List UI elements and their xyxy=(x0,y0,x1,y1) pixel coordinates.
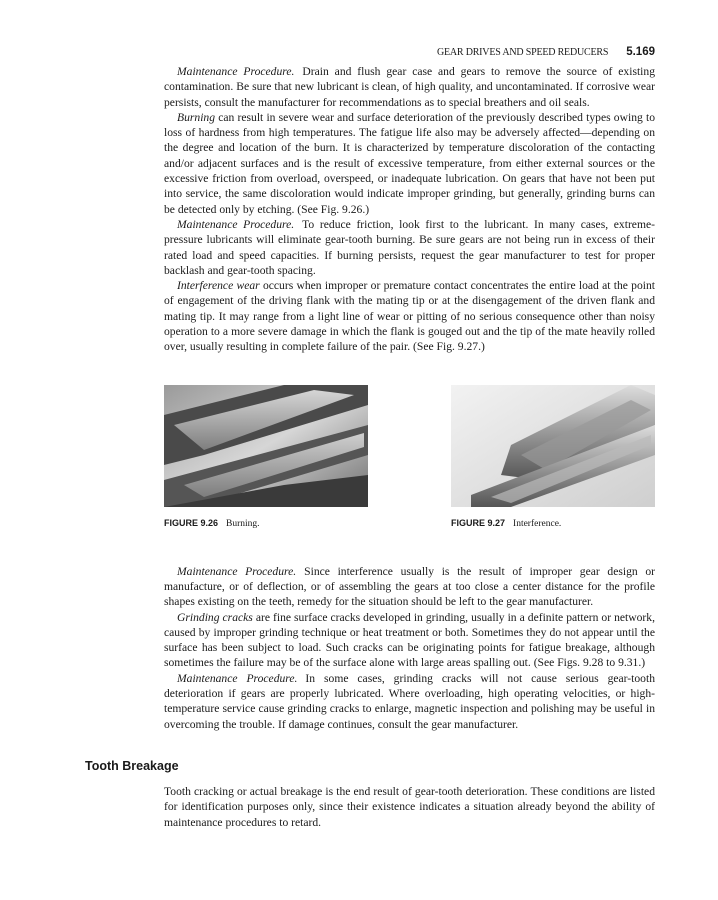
run-in-heading: Interference wear xyxy=(177,279,260,293)
run-in-heading: Maintenance Procedure. xyxy=(177,671,298,685)
run-in-heading: Grinding cracks xyxy=(177,610,253,624)
section-heading-tooth-breakage: Tooth Breakage xyxy=(85,758,179,773)
figure-9-26 xyxy=(164,385,368,530)
text-block-1 xyxy=(164,64,655,355)
figure-9-27 xyxy=(451,385,655,530)
paragraph xyxy=(164,610,655,671)
paragraph xyxy=(164,564,655,610)
figure-row xyxy=(164,385,655,530)
run-in-heading: Maintenance Procedure. xyxy=(177,65,295,78)
figure-9-26-photo xyxy=(164,385,368,507)
paragraph xyxy=(164,278,655,354)
run-in-heading: Maintenance Procedure. xyxy=(177,217,295,231)
paragraph-text: Since interference usually is the result of improper gear design or manufacture, or of deflection, or of assembling the gears at too close a center distance for the profile shapes existing on the teeth, remedy for the situation should be left to the gear manufacturer. xyxy=(164,564,655,609)
running-title: GEAR DRIVES AND SPEED REDUCERS xyxy=(436,47,609,58)
paragraph-text: are fine surface cracks developed in grinding, usually in a definite pattern or network, caused by improper grinding technique or heat treatment or both. Sometimes they do not appear until the surface has been subject to load. Such cracks can be originating points for fatigue breakage, although sometimes the failure may be of the surface alone with large areas spalling out. (See Figs. 9.28 to 9.31.) xyxy=(164,610,655,670)
paragraph-text: Drain and flush gear case and gears to remove the source of existing contamination. Be sure that new lubricant is clean, of high quality, and uncontaminated. If corrosive wear persists, consult the manufacturer for recommendations as to special breathers and oil seals. xyxy=(164,65,655,109)
run-in-heading: Burning xyxy=(177,110,216,124)
figure-label: FIGURE 9.27 xyxy=(451,517,506,528)
figure-caption-text: Interference. xyxy=(513,518,562,529)
text-block-3 xyxy=(164,784,655,830)
figure-caption-text: Burning. xyxy=(226,518,260,529)
paragraph-text: can result in severe wear and surface deterioration of the previously described types owing to loss of hardness from high temperatures. The fatigue life also may be adversely affected—depending on the degree and location of the burn. It is characterized by temperature discoloration of the contacting and/or adjacent surfaces and is the result of excessive temperature, from either external sources or the excessive friction from overload, overspeed, or inadequate lubrication. On gears that have not been put into service, the same discoloration would indicate improper grinding, but generally, grinding burns can be detected only by etching. (See Fig. 9.26.) xyxy=(164,110,655,216)
paragraph xyxy=(164,217,655,278)
figure-9-27-caption xyxy=(451,517,655,530)
running-header xyxy=(0,46,655,58)
paragraph xyxy=(164,671,655,732)
run-in-heading: Maintenance Procedure. xyxy=(177,564,297,578)
paragraph-text: occurs when improper or premature contact concentrates the entire load at the point of engagement of the driving flank with the mating tip or at the disengagement of the driven flank and mating tip. It may range from a light line of wear or pitting of no serious consequence other than noisy operation to a more severe damage in which the flank is gouged out and the tip of the mate heavily rolled over, usually resulting in complete failure of the pair. (See Fig. 9.27.) xyxy=(164,279,656,354)
paragraph: Tooth cracking or actual breakage is the end result of gear-tooth deterioration. These conditions are listed for identification purposes only, since their existence indicates a situation already beyond the ability of maintenance procedures to retard. xyxy=(164,784,655,829)
page-number: 5.169 xyxy=(626,46,655,58)
figure-9-27-photo xyxy=(451,385,655,507)
figure-label: FIGURE 9.26 xyxy=(164,517,219,528)
paragraph-text: To reduce friction, look first to the lubricant. In many cases, extreme-pressure lubricants will eliminate gear-tooth burning. Be sure gears are not being run in excess of their rated load and speed capacities. If burning persists, request the gear manufacturer to test for proper backlash and gear-tooth spacing. xyxy=(164,217,655,277)
paragraph xyxy=(164,64,655,110)
paragraph xyxy=(164,110,655,217)
text-block-2 xyxy=(164,564,655,732)
paragraph-text: In some cases, grinding cracks will not cause serious gear-tooth deterioration if gears are properly lubricated. Where overloading, high operating velocities, or high-temperature service cause grinding cracks to enlarge, magnetic inspection and polishing may be useful in overcoming the trouble. If damage continues, consult the gear manufacturer. xyxy=(164,671,655,731)
figure-9-26-caption xyxy=(164,517,368,530)
